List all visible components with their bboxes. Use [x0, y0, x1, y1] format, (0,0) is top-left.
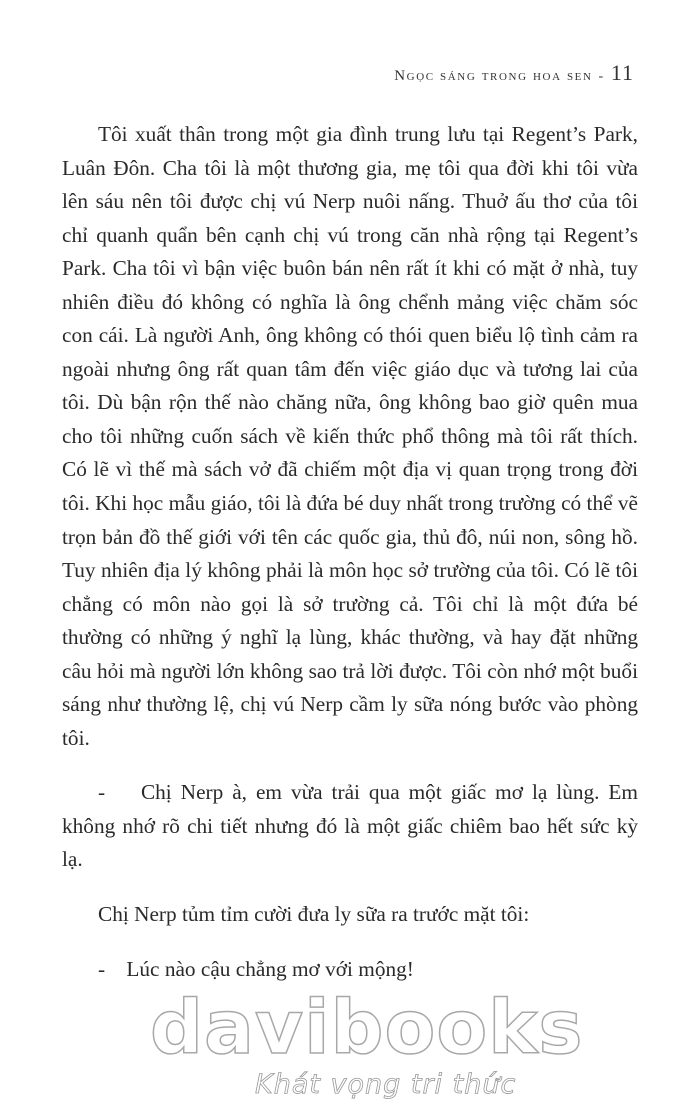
body-paragraph: Chị Nerp tủm tỉm cười đưa ly sữa ra trước mặt tôi: [98, 902, 530, 927]
page-body [62, 118, 638, 986]
watermark-slogan: Khát vọng tri thức [255, 1069, 517, 1100]
dialogue-line: - Chị Nerp à, em vừa trải qua một giấc mơ lạ lùng. Em không nhớ rõ chi tiết nhưng đó là một giấc chiêm bao hết sức kỳ lạ. [62, 780, 638, 872]
header-separator: - [598, 69, 605, 84]
watermark [150, 985, 584, 1115]
dialogue-line: - Lúc nào cậu chẳng mơ với mộng! [98, 956, 414, 981]
book-title: Ngọc sáng trong hoa sen [394, 68, 593, 84]
watermark-logo: davibooks [150, 985, 584, 1071]
page-number: 11 [610, 60, 634, 85]
running-header [394, 60, 634, 86]
body-paragraph: Tôi xuất thân trong một gia đình trung lưu tại Regent’s Park, Luân Đôn. Cha tôi là một thương gia, mẹ tôi qua đời khi tôi vừa lên sáu nên tôi được chị vú Nerp nuôi nấng. Thuở ấu thơ của tôi chỉ quanh quẩn bên cạnh chị vú trong căn nhà rộng tại Regent’s Park. Cha tôi vì bận việc buôn bán nên rất ít khi có mặt ở nhà, tuy nhiên điều đó không có nghĩa là ông chểnh mảng việc chăm sóc con cái. Là người Anh, ông không có thói quen biểu lộ tình cảm ra ngoài nhưng ông rất quan tâm đến việc giáo dục và tương lai của tôi. Dù bận rộn thế nào chăng nữa, ông không bao giờ quên mua cho tôi những cuốn sách về kiến thức phổ thông mà tôi rất thích. Có lẽ vì thế mà sách vở đã chiếm một địa vị quan trọng trong đời tôi. Khi học mẫu giáo, tôi là đứa bé duy nhất trong trường có thể vẽ trọn bản đồ thế giới với tên các quốc gia, thủ đô, núi non, sông hồ. Tuy nhiên địa lý không phải là môn học sở trường của tôi. Có lẽ tôi chẳng có môn nào gọi là sở trường cả. Tôi chỉ là một đứa bé thường có những ý nghĩ lạ lùng, khác thường, và hay đặt những câu hỏi mà người lớn không sao trả lời được. Tôi còn nhớ một buổi sáng như thường lệ, chị vú Nerp cầm ly sữa nóng bước vào phòng tôi. [62, 122, 638, 750]
